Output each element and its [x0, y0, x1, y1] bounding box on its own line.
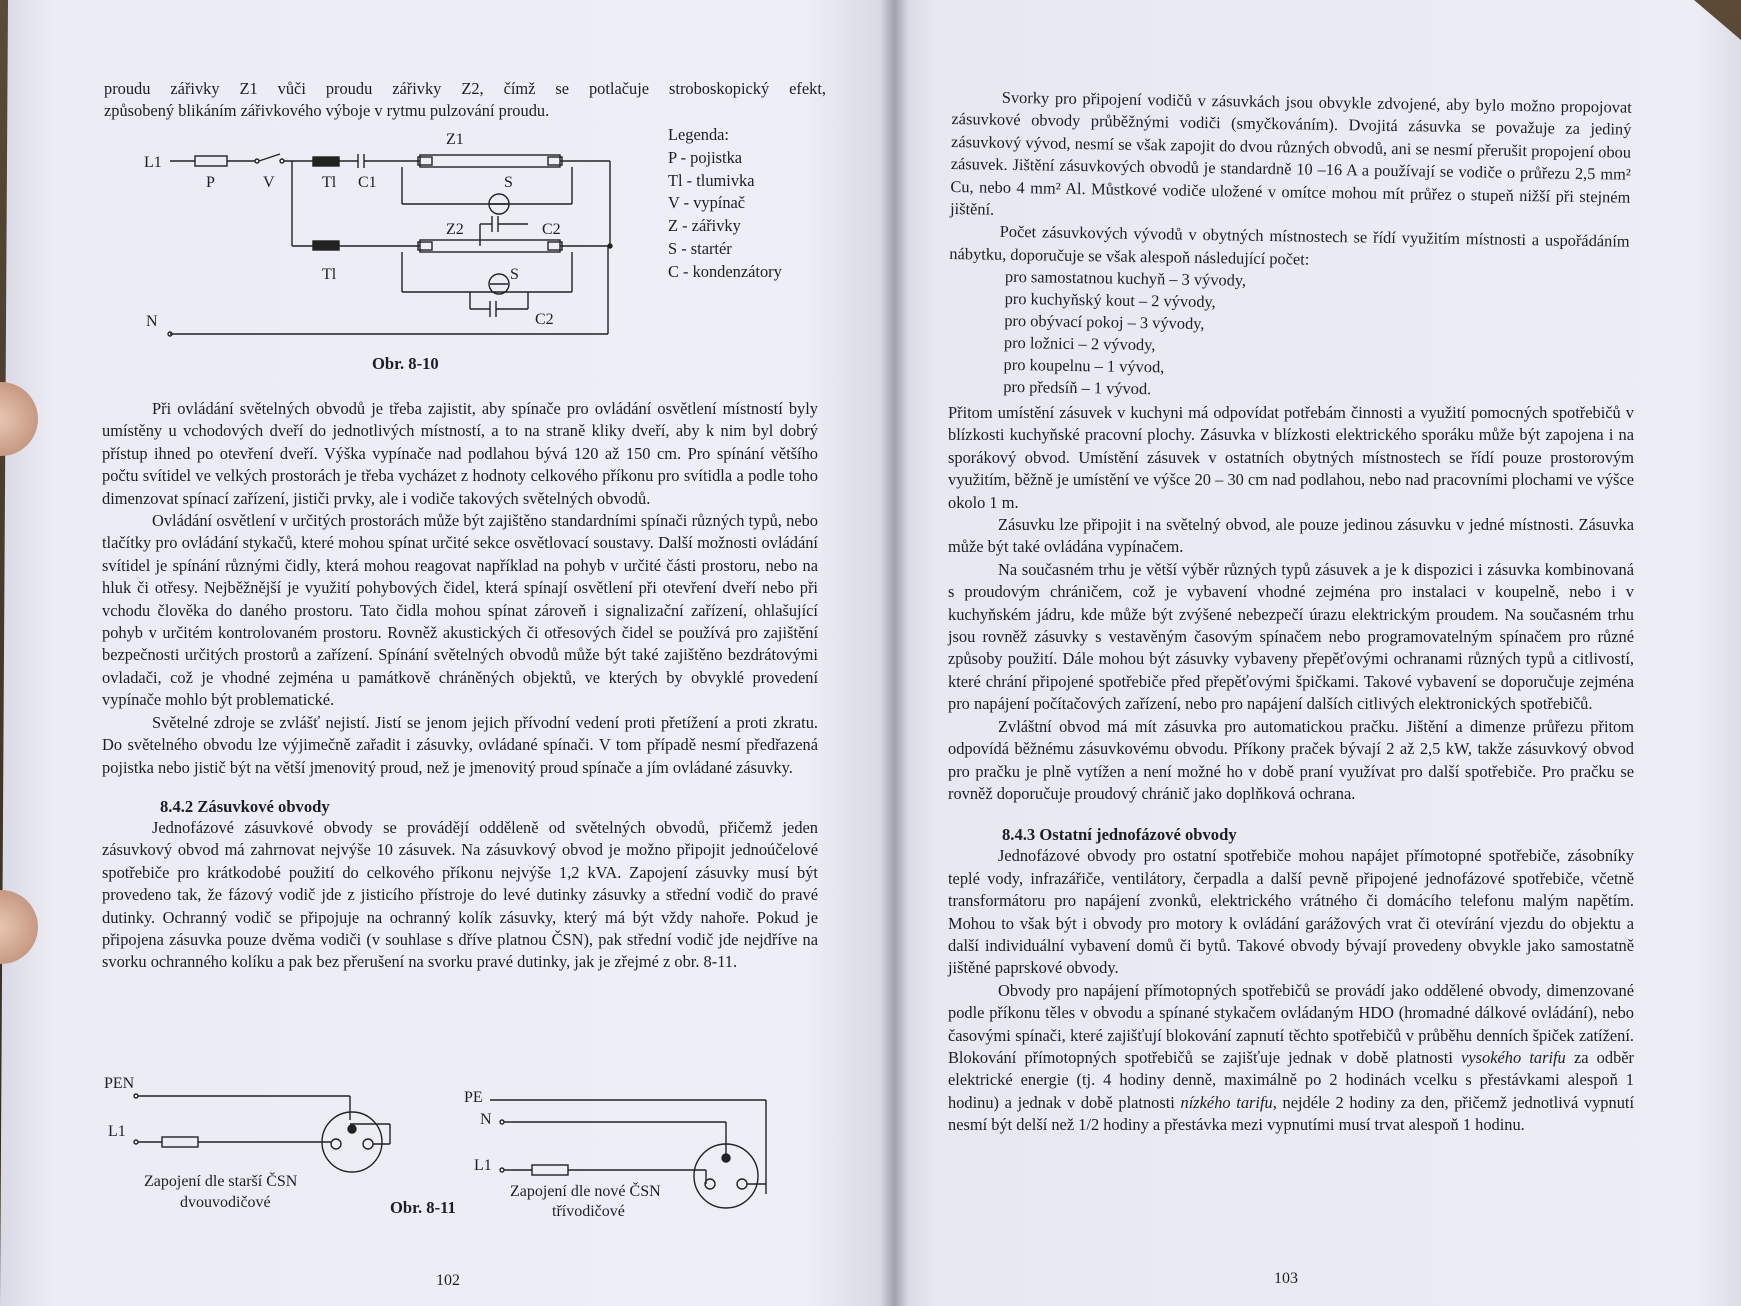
legend-item: Z - zářivky: [668, 216, 741, 236]
section-843-heading: 8.4.3 Ostatní jednofázové obvody: [1002, 825, 1237, 845]
paragraph-terminals: Svorky pro připojení vodičů v zásuvkách jsou obvykle zdvojené, aby bylo možno propojovat zásuvkové obvody průběžnými vodiči (smyčkováním). Dvojitá zásuvka se považuje za jediný zásuvkový vývod, nesmí se však zapojit do dvou různých obvodů, ani se nesmí přerušit propojení obou zásuvek. Jištění zásuvkových obvodů je standardně 10 –16 A a používají se vodiče o průřezu 2,5 mm² Cu, nebo 4 mm² Al. Můstkové vodiče uložené v omítce mohou mít průřez o stupeň nižší při stejném jištění.: [949, 87, 1632, 219]
label-L1-old: L1: [108, 1123, 126, 1140]
caption-old-2: dvouvodičové: [180, 1194, 271, 1211]
caption-new-1: Zapojení dle nové ČSN: [510, 1183, 661, 1200]
paragraph-light-circuit: Zásuvku lze připojit i na světelný obvod, ale pouze jedinou zásuvku v jedné místnosti. Zásuvka může být také ovládána vypínačem.: [948, 515, 1634, 557]
label-Tl-top: Tl: [322, 174, 337, 191]
section-843-paragraph-2: [948, 980, 1634, 1137]
legend-item: Tl - tlumivka: [668, 170, 755, 190]
tariff-high: vysokého tarifu: [1461, 1047, 1566, 1067]
paragraph-kitchen: Přitom umístění zásuvek v kuchyni má odpovídat potřebám činnosti a využití pomocných spotřebičů v blízkosti kuchyňské pracovní plochy. Zásuvka v blízkosti elektrického sporáku může být zapojena i na sporákový obvod. Umístění zásuvek v ostatních obytných místnostech se řídí pouze prostorovým využitím, běžně je umístění ve výšce 20 – 30 cm nad podlahou, nebo nad pracovními plochami ve výšce okolo 1 m.: [948, 403, 1634, 512]
right-body: [947, 86, 1632, 408]
legend-item: S - startér: [668, 238, 732, 258]
section-843-paragraph-1: Jednofázové obvody pro ostatní spotřebiče mohou napájet přímotopné spotřebiče, zásobníky teplé vody, infrazářiče, ventilátory, čerpadla a další pevně připojené jednofázové spotřebiče, včetně transformátoru pro napájení zvonků, elektrického vrátného či domácího telefonu malým napětím. Mohou to však být i obvody pro motory k ovládání garážových vrat či otevírání vjezdu do objektu a další individuální vybavení domů či bytů. Takové obvody bývají provedeny obvykle jako samostatně jištěné paprskové obvody.: [948, 846, 1634, 978]
figure-8-11-left: [100, 1074, 410, 1214]
left-intro: [104, 78, 826, 123]
tariff-text-a: Obvody pro napájení přímotopných spotřebičů se provádí jako oddělené obvody, dimenzované podle příkonu těles v obvodu a spínané stykačem ovládaným HDO (hromadné dálkové ovládání), nebo časovými spínači, které zajišťují blokování zapnutí těchto spotřebičů v průběhu denních špiček zatížení. Blokování přímotopných spotřebičů se zajišťuje jednak v době platnosti: [948, 980, 1634, 1067]
list-item: pro obývací pokoj – 3 vývody,: [1004, 311, 1205, 334]
caption-new-2: třívodičové: [552, 1203, 625, 1220]
label-PEN: PEN: [104, 1075, 135, 1092]
label-Tl-bottom: Tl: [322, 266, 337, 283]
label-P: P: [206, 174, 215, 191]
tariff-text-b: za odběr elektrické energie (tj. 4 hodiny denně, maximálně po 2 hodinách vcelku s přestávkami alespoň 1 hodinu) a jednak v době platnosti: [948, 1047, 1634, 1112]
label-L1: L1: [144, 154, 162, 171]
paragraph-market: Na současném trhu je větší výběr různých typů zásuvek a je k dispozici i zásuvka kombinovaná s proudovým chráničem, což je vybavení vhodné zejména pro instalaci v koupelně, nebo i v kuchyňském jádru, kde může být zvýšené nebezpečí úrazu elektrickým proudem. Na současném trhu jsou rovněž zásuvky s vestavěným časovým spínačem nebo programovatelným spínačem pro různé způsoby použití. Dále mohou být zásuvky vybaveny přepěťovými ochranami různých typů a citlivostí, které chrání připojené spotřebiče před přepěťovými špičkami. Takové vybavení se doporučuje zejména pro napájení počítačových zařízení, nebo pro napájení dalších citlivých elektronických spotřebičů.: [948, 559, 1634, 714]
paragraph-sensors: Ovládání osvětlení v určitých prostorách může být zajištěno standardními spínači různých typů, nebo tlačítky pro ovládání stykačů, které mohou spínat určité sekce osvětlovací soustavy. Další možnosti ovládání svítidel je spínání různými čidly, která mohou reagovat například na pohyb v určité části prostoru, nebo na hluk či otřesy. Nejběžnější je využití pohybových čidel, která spínají osvětlení při otevření dveří nebo při vchodu člověka do daného prostoru. Tato čidla mohou spínat zároveň i signalizační zařízení, ohlašující pohyb v určitém kontrolovaném prostoru. Rovněž akustických či otřesových čidel se používá pro zajištění bezpečnosti určitých prostorů a zařízení. Spínání světelných obvodů může být také zajištěno bezdrátovými ovladači, což je vhodné zejména u památkově chráněných objektů, ve kterých by obvyklé provedení vypínače mohlo být problematické.: [102, 511, 818, 710]
paragraph-switching: Při ovládání světelných obvodů je třeba zajistit, aby spínače pro ovládání osvětlení místností byly umístěny u vchodových dveří do jednotlivých místností, a to na straně kliky dveří, aby k nim byl dobrý přístup ihned po otevření dveří. Výška vypínače nad podlahou bývá 120 až 150 cm. Pro spínání většího počtu svítidel ve velkých prostorách je třeba vycházet z hodnoty celkového příkonu pro svítidla a podle toho dimenzovat spínací zařízení, jističi prvky, ale i vodiče takových světelných obvodů.: [102, 399, 818, 508]
legend: [668, 124, 782, 284]
label-N-new: N: [480, 1111, 492, 1128]
list-item: pro předsíň – 1 vývod.: [1003, 377, 1152, 399]
label-PE: PE: [464, 1089, 483, 1106]
legend-item: C - kondenzátory: [668, 261, 782, 281]
tariff-text-c: , nejdéle 2 hodiny za den, přičemž jednotlivá vypnutí nesmí být delší než 1/2 hodiny a přestávka mezi vypnutími musí trvat alespoň 1 hodinu.: [948, 1092, 1634, 1135]
tariff-low: nízkého tarifu: [1180, 1092, 1273, 1112]
figure-8-10-caption: Obr. 8-10: [372, 354, 439, 373]
intro-line-1: proudu zářivky Z1 vůči proudu zářivky Z2, čímž se potlačuje stroboskopický efekt,: [104, 79, 826, 98]
label-C2-mid: C2: [542, 221, 561, 238]
label-S-bottom: S: [510, 266, 519, 283]
list-item: pro ložnici – 2 vývody,: [1003, 333, 1156, 355]
left-body: [102, 398, 818, 974]
figure-8-11-caption: Obr. 8-11: [390, 1198, 456, 1217]
label-Z2: Z2: [446, 221, 464, 238]
label-C1: C1: [358, 174, 377, 191]
page-number-right: 103: [1274, 1270, 1298, 1287]
section-842-text: Jednofázové zásuvkové obvody se provádějí odděleně od světelných obvodů, přičemž jeden zásuvkový obvod má zahrnovat nejvýše 10 zásuvek. Na zásuvkový obvod je možno připojit jednoúčelové spotřebiče pro krátkodobé použití do celkového příkonu nejvýše 1,2 kVA. Zapojení zásuvky musí být provedeno tak, že fázový vodič jde z jisticího přístroje do levé dutinky zásuvky a střední vodič do pravé dutinky. Ochranný vodič se připojuje na ochranný kolík zásuvky, který má být vždy nahoře. Pokud je připojena zásuvka pouze dvěma vodiči (v souhlase s dříve platnou ČSN), pak střední vodič jde nejdříve na svorku ochranného kolíku a pak bez přerušení na svorku pravé dutinky, jak je zřejmé z obr. 8-11.: [102, 817, 818, 972]
paragraph-fusing: Světelné zdroje se zvlášť nejistí. Jistí se jenom jejich přívodní vedení proti přetížení a proti zkratu. Do světelného obvodu lze výjimečně zařadit i zásuvky, ovládané spínači. V tom případě nesmí předřazená pojistka nebo jistič být na větší jmenovitý proud, než je jmenovitý proud spínače a jím ovládané zásuvky.: [102, 712, 818, 777]
label-V: V: [263, 174, 275, 191]
list-item: pro koupelnu – 1 vývod,: [1003, 355, 1165, 377]
label-L1-new: L1: [474, 1157, 492, 1174]
list-item: pro kuchyňský kout – 2 vývody,: [1004, 289, 1216, 312]
right-body-lower: [948, 402, 1634, 1137]
figure-8-10: [130, 124, 630, 339]
legend-item: V - vypínač: [668, 193, 746, 213]
legend-title: Legenda:: [668, 125, 729, 144]
book-gutter: [880, 0, 908, 1306]
legend-item: P - pojistka: [668, 147, 743, 167]
paragraph-washing-machine: Zvláštní obvod má mít zásuvka pro automatickou pračku. Jištění a dimenze průřezu přitom odpovídá běžnému zásuvkovému obvodu. Příkony praček bývají 2 až 2,5 kW, takže zásuvkový obvod pro pračku je plně vytížen a není možné ho v době praní využívat pro další spotřebiče. Pro pračku se rovněž doporučuje proudový chránič jako doplňková ochrana.: [948, 716, 1634, 803]
intro-line-2: způsobený blikáním zářivkového výboje v rytmu pulzování proudu.: [104, 101, 550, 121]
list-item: pro samostatnou kuchyň – 3 vývody,: [1004, 267, 1247, 290]
label-N: N: [146, 313, 158, 330]
label-S-top: S: [504, 174, 513, 191]
page-number-left: 102: [436, 1272, 460, 1289]
figure-8-11-right: [460, 1084, 780, 1224]
section-842-heading: 8.4.2 Zásuvkové obvody: [160, 796, 330, 816]
caption-old-1: Zapojení dle starší ČSN: [144, 1173, 298, 1190]
paragraph-outlet-count: Počet zásuvkových vývodů v obytných místnostech se řídí využitím místnosti a uspořádáním nábytku, doporučuje se však alespoň následující počet:: [949, 222, 1630, 269]
label-Z1: Z1: [446, 131, 464, 148]
label-C2-bottom: C2: [535, 311, 554, 328]
